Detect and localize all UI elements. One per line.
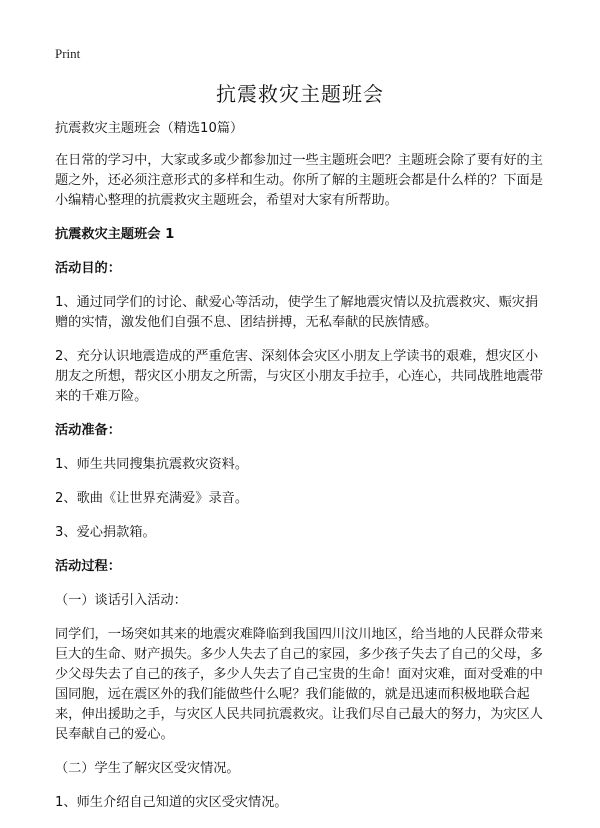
intro-paragraph: 在日常的学习中，大家或多或少都参加过一些主题班会吧？主题班会除了要有好的主题之外，还必须注意形式的多样和生动。你所了解的主题班会都是什么样的？下面是小编精心整理的抗震救灾主题班会，希望对大家有所帮助。 [55, 153, 543, 208]
preparation-item-1: 1、师生共同搜集抗震救灾资料。 [55, 457, 249, 472]
document-body [55, 119, 550, 827]
print-link[interactable]: Print [55, 46, 81, 61]
goal-heading: 活动目的： [55, 261, 121, 276]
step-1-title: （一）谈话引入活动： [55, 593, 187, 608]
section-title: 抗震救灾主题班会 1 [55, 227, 175, 242]
step-2-item-1: 1、师生介绍自己知道的灾区受灾情况。 [55, 795, 288, 810]
process-heading: 活动过程： [55, 559, 121, 574]
document-subtitle: 抗震救灾主题班会（精选10篇） [55, 121, 244, 136]
step-2-title: （二）学生了解灾区受灾情况。 [55, 761, 240, 776]
document-title: 抗震救灾主题班会 [216, 82, 384, 106]
step-1-body: 同学们，一场突如其来的地震灾难降临到我国四川汶川地区，给当地的人民群众带来巨大的生命、财产损失。多少人失去了自己的家园，多少孩子失去了自己的父母，多少父母失去了自己的孩子，多少人失去了自己宝贵的生命！面对灾难，面对受难的中国同胞，远在震区外的我们能做些什么呢？我们能做的，就是迅速而积极地联合起来，伸出援助之手，与灾区人民共同抗震救灾。让我们尽自己最大的努力，为灾区人民奉献自己的爱心。 [55, 627, 543, 742]
goal-item-1: 1、通过同学们的讨论、献爱心等活动，使学生了解地震灾情以及抗震救灾、赈灾捐赠的实情，激发他们自强不息、团结拼搏，无私奉献的民族情感。 [55, 295, 539, 330]
preparation-item-2: 2、歌曲《让世界充满爱》录音。 [55, 491, 249, 506]
goal-item-2: 2、充分认识地震造成的严重危害、深刻体会灾区小朋友上学读书的艰难，想灾区小朋友之所想，帮灾区小朋友之所需，与灾区小朋友手拉手，心连心，共同战胜地震带来的千难万险。 [55, 349, 543, 404]
preparation-item-3: 3、爱心捐款箱。 [55, 525, 156, 540]
preparation-heading: 活动准备： [55, 423, 121, 438]
